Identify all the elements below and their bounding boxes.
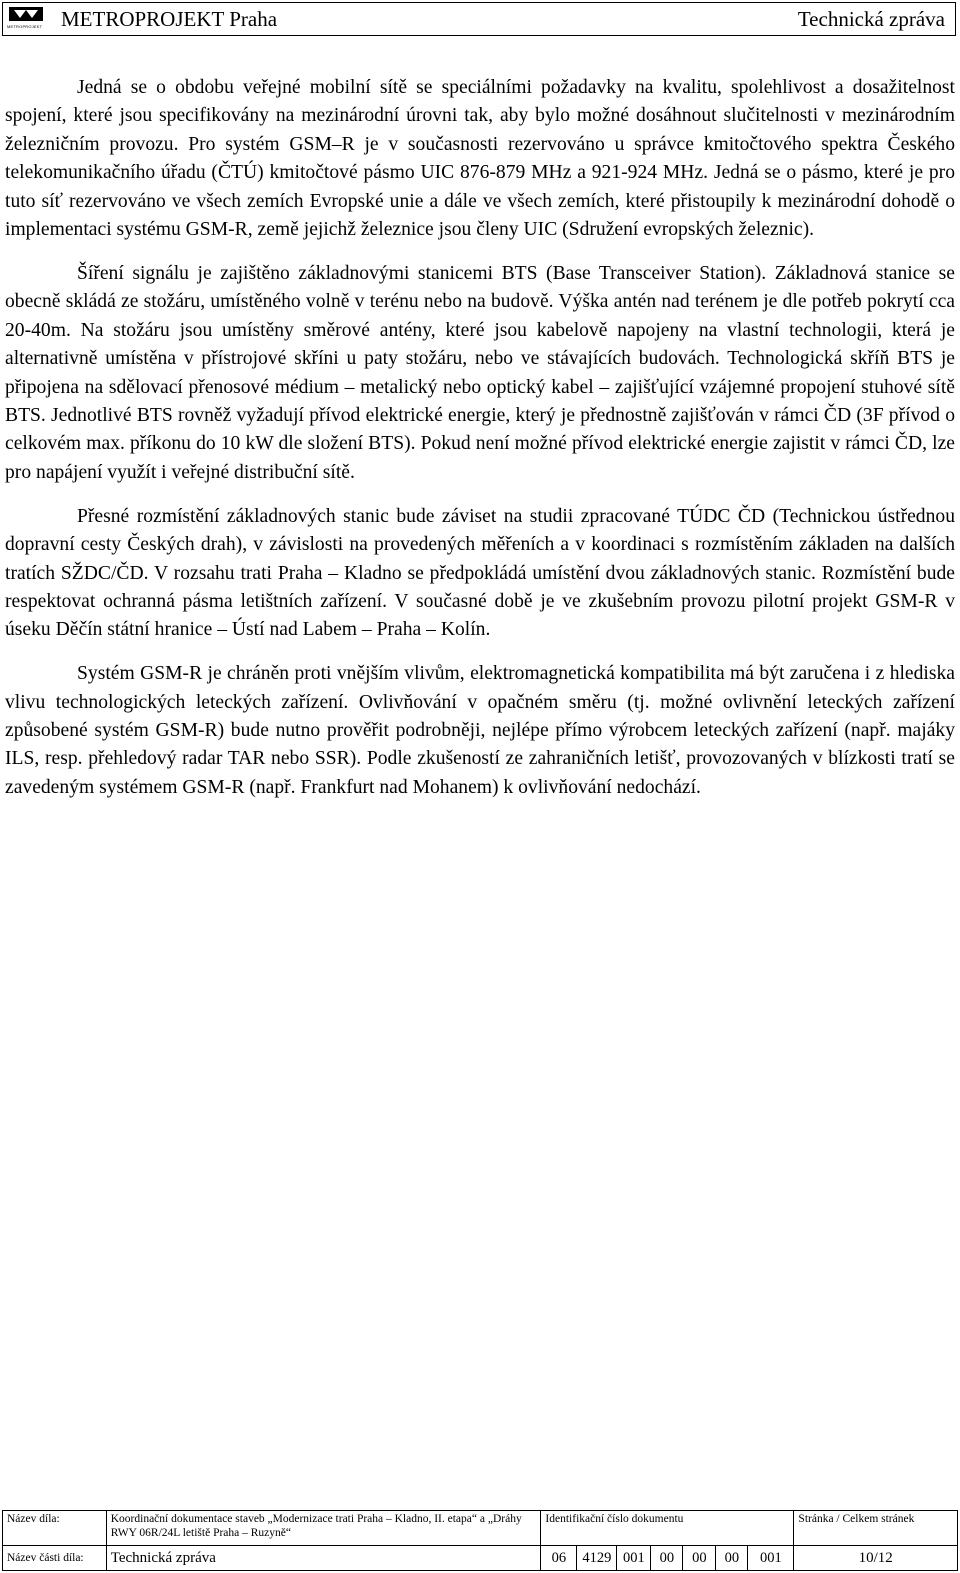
code-segment: 001: [617, 1546, 651, 1570]
code-segment: 00: [716, 1546, 748, 1570]
page-header: [2, 2, 956, 36]
page-count-label: Stránka / Celkem stránek: [794, 1511, 958, 1546]
page-number: 10/12: [794, 1546, 958, 1571]
paragraph: Šíření signálu je zajištěno základnovými stanicemi BTS (Base Transceiver Station). Základnová stanice se obecně skládá ze stožáru, umístěného volně v terénu nebo na budově. Výška antén nad terénem je dle potřeb pokrytí cca 20-40m. Na stožáru jsou umístěny směrové antény, které jsou kabelově napojeny na vlastní technologii, která je alternativně umístěna v přístrojové skříni u paty stožáru, nebo ve stávajících budovách. Technologická skříň BTS je připojena na sdělovací přenosové médium – metalický nebo optický kabel – zajišťující vzájemné propojení stuhové sítě BTS. Jednotlivé BTS rovněž vyžadují přívod elektrické energie, který je přednostně zajišťován v rámci ČD (3F přívod o celkovém max. příkonu do 10 kW dle složení BTS). Pokud není možné přívod elektrické energie zajistit v rámci ČD, lze pro napájení využít i veřejné distribuční sítě.: [5, 262, 955, 483]
paragraph: Přesné rozmístění základnových stanic bude záviset na studii zpracované TÚDC ČD (Technickou ústřednou dopravní cesty Českých drah), v závislosti na provedených měřeních a v koordinaci s rozmístěním základen na dalších tratích SŽDC/ČD. V rozsahu trati Praha – Kladno se předpokládá umístění dvou základnových stanic. Rozmístění bude respektovat ochranná pásma letištních zařízení. V současné době je ve zkušebním provozu pilotní projekt GSM-R v úseku Děčín státní hranice – Ústí nad Labem – Praha – Kolín.: [5, 505, 955, 641]
logo-caption: METROPROJEKT: [7, 24, 43, 29]
title-block: [2, 1510, 958, 1571]
metroprojekt-logo: [7, 3, 51, 35]
code-segment: 4129: [577, 1546, 617, 1570]
document-type: Technická zpráva: [797, 6, 945, 31]
document-id-codes: [541, 1546, 794, 1571]
company-name: METROPROJEKT Praha: [61, 6, 278, 31]
part-label: Název části díla:: [3, 1546, 107, 1571]
project-name: Koordinační dokumentace staveb „Modernizace trati Praha – Kladno, II. etapa“ a „Dráhy RWY 06R/24L letiště Praha – Ruzyně“: [106, 1511, 541, 1546]
code-segment: 00: [651, 1546, 683, 1570]
paragraph: Systém GSM-R je chráněn proti vnějším vlivům, elektromagnetická kompatibilita má být zaručena i z hlediska vlivu technologických leteckých zařízení. Ovlivňování v opačném směru (tj. možné ovlivnění leteckých zařízení způsobené systém GSM-R) bude nutno prověřit podrobněji, nejlépe přímo výrobcem leteckých zařízení (např. majáky ILS, resp. přehledový radar TAR nebo SSR). Podle zkušeností ze zahraničních letišť, provozovaných v blízkosti tratí se zavedeným systémem GSM-R (např. Frankfurt nad Mohanem) k ovlivňování nedochází.: [5, 663, 955, 798]
paragraph: Jedná se o obdobu veřejné mobilní sítě se speciálními požadavky na kvalitu, spolehlivost a dosažitelnost spojení, které jsou specifikovány na mezinárodní úrovni tak, aby bylo možné dosáhnout slučitelnosti v mezinárodním železničním provozu. Pro systém GSM–R je v současnosti rezervováno u správce kmitočtového spektra Českého telekomunikačního úřadu (ČTÚ) kmitočtové pásmo UIC 876-879 MHz a 921-924 MHz. Jedná se o pásmo, které je pro tuto síť rezervováno ve všech zemích Evropské unie a dále ve všech zemích, které přistoupily k mezinárodní dohodě o implementaci systému GSM-R, země jejichž železnice jsou členy UIC (Sdružení evropských železnic).: [5, 77, 955, 241]
code-segment: 00: [683, 1546, 716, 1570]
part-name: Technická zpráva: [106, 1546, 541, 1571]
code-segment: 001: [760, 1550, 782, 1566]
document-id-label: Identifikační číslo dokumentu: [541, 1511, 794, 1546]
code-segment: 06: [541, 1546, 577, 1570]
report-body: [5, 74, 955, 802]
project-label: Název díla:: [3, 1511, 107, 1546]
